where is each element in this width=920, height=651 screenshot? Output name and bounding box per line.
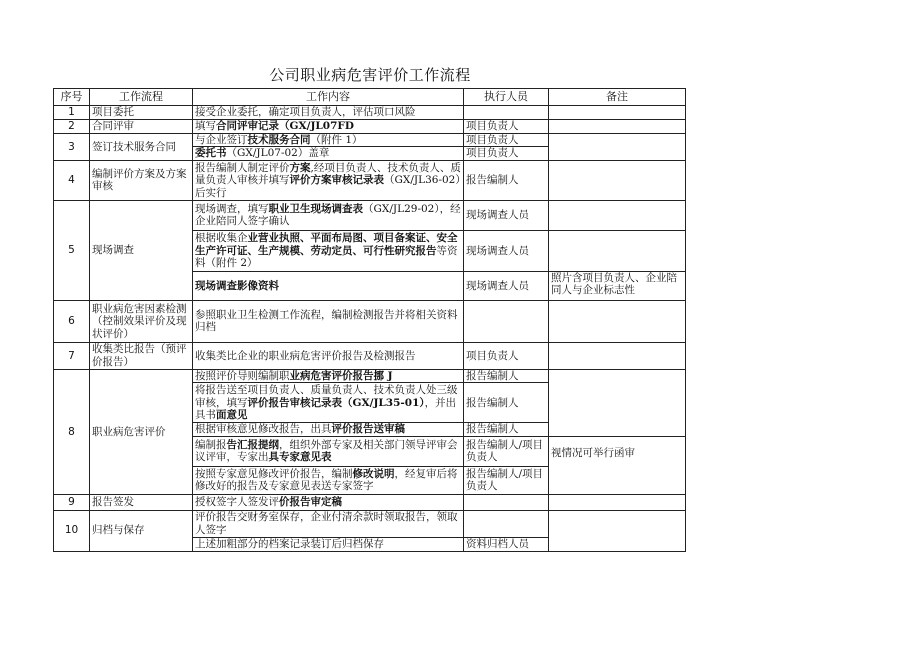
row-step: 归档与保存	[90, 510, 193, 551]
row-content	[193, 134, 464, 147]
row-note: 照片含项目负责人、企业陪同人与企业标志性	[549, 271, 686, 300]
row-exec: 报告编制人	[464, 423, 549, 436]
row-note	[549, 510, 686, 551]
row-exec: 现场调查人员	[464, 200, 549, 230]
row-number: 7	[54, 342, 90, 369]
content-text: 与企业签订	[195, 134, 248, 146]
content-text: 将报告送至项目负责人、质量负责人、技术负责人处三级审核，填写	[195, 384, 458, 409]
row-content	[193, 120, 464, 134]
content-text: 根据收集企	[195, 232, 248, 245]
row-step: 项目委托	[90, 106, 193, 120]
row-content	[193, 200, 464, 230]
row-content	[193, 230, 464, 271]
row-content	[193, 147, 464, 160]
record-name: 方案	[289, 161, 311, 174]
content-text: 按照评价导则编制职	[195, 369, 290, 382]
row-note	[549, 342, 686, 369]
content-text: 授权签字人签发评	[195, 495, 279, 508]
row-step: 签订技术服务合同	[90, 134, 193, 161]
row-exec: 现场调查人员	[464, 271, 549, 300]
row-exec	[464, 300, 549, 342]
record-name: 告汇报提纲	[226, 438, 279, 451]
record-name: 业病危害评价报告挪 J	[289, 369, 393, 382]
record-name: 具专家意见表	[268, 451, 332, 464]
row-exec: 项目负责人	[464, 134, 549, 147]
row-content: 上述加粗部分的档案记录装订后归档保存	[193, 537, 464, 551]
row-content	[193, 160, 464, 200]
row-exec: 项目负责人	[464, 147, 549, 160]
row-note	[549, 120, 686, 134]
row-content: 评价报告交财务室保存，企业付清余款时领取报告，领取人签字	[193, 510, 464, 537]
row-note	[549, 134, 686, 161]
content-text: 根据审核意见修改报告，出具	[195, 423, 332, 436]
content-text: 编制报	[195, 438, 227, 451]
content-text: （附件 1）	[310, 134, 363, 146]
row-note	[549, 494, 686, 510]
row-number: 3	[54, 134, 90, 161]
row-content: 收集类比企业的职业病危害评价报告及检测报告	[193, 342, 464, 369]
table-row	[54, 120, 686, 134]
row-number: 2	[54, 120, 90, 134]
row-content: 接受企业委托，确定项目负责人，评估项口风险	[193, 106, 464, 120]
row-note: 视情况可举行函审	[549, 436, 686, 494]
header-step: 工作流程	[90, 89, 193, 106]
row-exec: 项目负责人	[464, 342, 549, 369]
row-note	[549, 369, 686, 436]
row-exec	[464, 494, 549, 510]
record-name: 现场调查影像资料	[195, 279, 279, 292]
content-text: （GX/JL36-02）后实行	[195, 174, 461, 199]
row-content	[193, 383, 464, 423]
content-text: ，组织外部专家及相关部门领导评审会议评审，专家出	[195, 438, 458, 464]
row-step: 合同评审	[90, 120, 193, 134]
record-code: （GX/JL35-01）	[342, 396, 425, 409]
row-exec: 报告编制人/项目负责人	[464, 466, 549, 494]
row-step: 收集类比报告（预评价报告）	[90, 342, 193, 369]
record-name: 职业卫生现场调查表	[268, 202, 363, 215]
row-number: 4	[54, 160, 90, 200]
row-number: 8	[54, 369, 90, 494]
row-exec: 报告编制人	[464, 160, 549, 200]
row-exec: 现场调查人员	[464, 230, 549, 271]
header-note: 备注	[549, 89, 686, 106]
row-step: 编制评价方案及方案审核	[90, 160, 193, 200]
record-name: 业营业执照、平面布局图、项目备案证、安全生产许可证、生产规模、劳动定员、可行性研究报告	[195, 232, 458, 257]
table-row	[54, 369, 686, 382]
row-number: 5	[54, 200, 90, 300]
content-text: （GX/JL29-02）	[363, 202, 440, 215]
table-row	[54, 106, 686, 120]
table-row	[54, 200, 686, 230]
row-note	[549, 230, 686, 271]
row-content	[193, 423, 464, 436]
header-exec: 执行人员	[464, 89, 549, 106]
row-note	[549, 160, 686, 200]
content-text: 现场调查，填写	[195, 202, 269, 215]
record-name: 面意见	[216, 408, 248, 421]
row-note	[549, 300, 686, 342]
table-row	[54, 510, 686, 537]
header-no: 序号	[54, 89, 90, 106]
table-row	[54, 494, 686, 510]
record-name: 价报告审定稿	[279, 495, 342, 508]
content-text: ，并出具书	[195, 396, 457, 421]
content-text: （GX/JL07-02）盖章	[226, 147, 330, 160]
table-row	[54, 160, 686, 200]
row-number: 6	[54, 300, 90, 342]
table-header-row	[54, 89, 686, 106]
content-text: 等资料（附件 2）	[195, 244, 458, 270]
row-number: 10	[54, 510, 90, 551]
row-exec: 报告编制人/项目负责人	[464, 436, 549, 466]
row-step: 现场调查	[90, 200, 193, 300]
row-content	[193, 369, 464, 382]
row-exec	[464, 106, 549, 120]
row-content: 参照职业卫生检测工作流程，编制检测报告并将相关资料归档	[193, 300, 464, 342]
record-name: 评价方案审核记录表	[289, 174, 384, 187]
content-text: 按照专家意见修改评价报告，编制	[195, 467, 353, 480]
content-text: ,经项目负责人、技术负责人、质量负责人审核并填写	[195, 161, 461, 187]
table-row	[54, 134, 686, 147]
row-exec: 项目负责人	[464, 120, 549, 134]
content-text: 报告编制人制定评价	[195, 161, 290, 174]
row-content	[193, 494, 464, 510]
row-step: 职业病危害因素检测（控制效果评价及现状评价）	[90, 300, 193, 342]
row-number: 9	[54, 494, 90, 510]
row-step: 职业病危害评价	[90, 369, 193, 494]
record-name: 评价报告审核记录表	[247, 396, 342, 409]
row-step: 报告签发	[90, 494, 193, 510]
row-content	[193, 271, 464, 300]
row-content	[193, 466, 464, 494]
record-name: 技术服务合同	[247, 134, 311, 146]
row-exec: 报告编制人	[464, 383, 549, 423]
record-name: 修改说明	[352, 467, 395, 480]
row-exec: 资料归档人员	[464, 537, 549, 551]
content-text: 填写	[195, 120, 216, 133]
row-note	[549, 200, 686, 230]
record-name: 合同评审记录（GX/JL07FD	[216, 120, 354, 133]
row-exec	[464, 510, 549, 537]
record-name: 评价报告送审稿	[331, 423, 405, 436]
workflow-table	[53, 88, 686, 552]
content-text: ，经企业陪同人签字确认	[195, 202, 461, 228]
content-text: ，经复审后将修改好的报告及专家意见表送专家签字	[195, 467, 458, 493]
row-note	[549, 106, 686, 120]
row-content	[193, 436, 464, 466]
document-title: 公司职业病危害评价工作流程	[269, 66, 471, 84]
record-name: 委托书	[195, 147, 227, 160]
table-row	[54, 300, 686, 342]
row-exec: 报告编制人	[464, 369, 549, 382]
header-content: 工作内容	[193, 89, 464, 106]
table-row	[54, 342, 686, 369]
row-number: 1	[54, 106, 90, 120]
